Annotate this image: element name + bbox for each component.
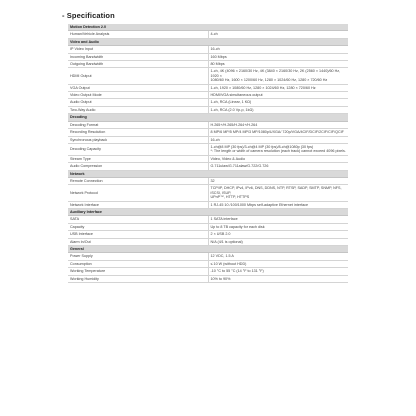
spec-key: Incoming Bandwidth xyxy=(68,53,208,60)
spec-value-line: 1-ch, 4K (4096 × 2160/30 Hz, 4K (3840 × 2160/30 Hz, 2K (2560 × 1440)/60 Hz, 1920 × xyxy=(210,69,341,78)
spec-value xyxy=(208,216,348,223)
spec-value-line: Up to 8 TB capacity for each disk xyxy=(210,224,265,229)
spec-value-line: 2 × USB 2.0 xyxy=(210,232,231,237)
spec-value xyxy=(208,231,348,238)
spec-value xyxy=(208,31,348,38)
spec-value xyxy=(208,129,348,136)
spec-value-line: -10 °C to 55 °C (14 °F to 131 °F) xyxy=(210,269,264,274)
spec-row xyxy=(68,253,348,260)
spec-row xyxy=(68,53,348,60)
section-header: Motion Detection 2.0 xyxy=(68,24,348,31)
section-header-row xyxy=(68,114,348,121)
spec-row xyxy=(68,68,348,84)
spec-value xyxy=(208,238,348,245)
spec-key: Audio Output xyxy=(68,99,208,106)
spec-value xyxy=(208,106,348,113)
spec-row xyxy=(68,31,348,38)
spec-key: Working Humidity xyxy=(68,275,208,282)
spec-key: Synchronous playback xyxy=(68,136,208,143)
spec-key: Recording Resolution xyxy=(68,129,208,136)
spec-value-line: 32 xyxy=(210,178,215,183)
spec-value xyxy=(208,53,348,60)
section-header: General xyxy=(68,246,348,253)
spec-row xyxy=(68,185,348,201)
spec-value-line: 1080/60 Hz, 1600 × 1200/60 Hz, 1280 × 1024/60 Hz, 1280 × 720/60 Hz xyxy=(210,78,328,83)
spec-value xyxy=(208,185,348,201)
section-header-row xyxy=(68,38,348,45)
section-header-row xyxy=(68,246,348,253)
spec-value xyxy=(208,46,348,53)
spec-value xyxy=(208,201,348,208)
spec-row xyxy=(68,231,348,238)
spec-value-line: 1 SATA interface xyxy=(210,217,238,222)
spec-value-line: 16-ch xyxy=(210,137,220,142)
spec-value-line: HDMI/VGA simultaneous output xyxy=(210,93,263,98)
spec-value xyxy=(208,260,348,267)
spec-value-line: 1-ch, RCA (2.0 Vp-p, 1kΩ) xyxy=(210,107,254,112)
spec-row xyxy=(68,121,348,128)
spec-row xyxy=(68,177,348,184)
spec-key: HDMI Output xyxy=(68,68,208,84)
spec-key: Human/Vehicle Analysis xyxy=(68,31,208,38)
spec-value xyxy=(208,61,348,68)
spec-value-line: G.711ulaw/G.711alaw/G.722/G.726 xyxy=(210,164,269,169)
spec-row xyxy=(68,129,348,136)
spec-value-line: UPnP™, HTTP, HTTPS xyxy=(210,195,250,200)
spec-value-line: H.265+/H.265/H.264+/H.264 xyxy=(210,122,258,127)
spec-value xyxy=(208,136,348,143)
spec-value-line: ≤ 10 W (without HDD) xyxy=(210,261,247,266)
spec-row xyxy=(68,46,348,53)
specification-table xyxy=(68,24,348,283)
spec-key: IP Video Input xyxy=(68,46,208,53)
spec-value-line: 12 VDC, 1.5 A xyxy=(210,254,234,259)
spec-row xyxy=(68,216,348,223)
spec-row xyxy=(68,268,348,275)
spec-value-line: 1-ch, 1920 × 1080/60 Hz, 1280 × 1024/60 Hz, 1280 × 720/60 Hz xyxy=(210,85,316,90)
spec-row xyxy=(68,275,348,282)
spec-key: SATA xyxy=(68,216,208,223)
spec-row xyxy=(68,260,348,267)
spec-key: Network Protocol xyxy=(68,185,208,201)
spec-key: Consumption xyxy=(68,260,208,267)
spec-value xyxy=(208,155,348,162)
spec-key: Remote Connection xyxy=(68,177,208,184)
spec-key: Capacity xyxy=(68,223,208,230)
section-header-row xyxy=(68,208,348,215)
spec-value xyxy=(208,163,348,170)
spec-row xyxy=(68,84,348,91)
spec-value-line: 80 Mbps xyxy=(210,62,225,67)
spec-key: Audio Compression xyxy=(68,163,208,170)
spec-value-line: N/A (4/1 is optional) xyxy=(210,239,243,244)
spec-value-line: 4-ch xyxy=(210,32,218,37)
spec-key: VGA Output xyxy=(68,84,208,91)
spec-value xyxy=(208,121,348,128)
spec-key: Alarm In/Out xyxy=(68,238,208,245)
spec-value-line: 8 MP/6 MP/5 MP/4 MP/3 MP/1080p/UXGA/ 720p/VGA/4CIF/DCIF/2CIF/CIF/QCIF xyxy=(210,130,344,135)
section-header: Auxiliary Interface xyxy=(68,208,348,215)
spec-value xyxy=(208,68,348,84)
spec-value xyxy=(208,92,348,99)
spec-key: Video Output Mode xyxy=(68,92,208,99)
spec-value xyxy=(208,223,348,230)
section-header: Video and Audio xyxy=(68,38,348,45)
spec-value-line: 1-ch, RCA (Linear, 1 KΩ) xyxy=(210,100,252,105)
spec-row xyxy=(68,201,348,208)
spec-row xyxy=(68,155,348,162)
spec-row xyxy=(68,223,348,230)
section-header-row xyxy=(68,170,348,177)
spec-row xyxy=(68,92,348,99)
spec-row xyxy=(68,163,348,170)
spec-value xyxy=(208,253,348,260)
spec-value-line: 160 Mbps xyxy=(210,54,227,59)
spec-value-line: Video, Video & Audio xyxy=(210,156,246,161)
section-header-row xyxy=(68,24,348,31)
spec-value xyxy=(208,177,348,184)
spec-key: USB Interface xyxy=(68,231,208,238)
spec-key: Working Temperature xyxy=(68,268,208,275)
spec-value xyxy=(208,84,348,91)
spec-row xyxy=(68,99,348,106)
spec-row xyxy=(68,136,348,143)
spec-value-line: *: The length or width of camera resolution (each track) cannot exceed 4096 pixels. xyxy=(210,149,346,154)
spec-value-line: TCP/IP, DHCP, IPv4, IPv6, DNS, DDNS, NTP, RTSP, SADP, SMTP, SNMP, NFS, iSCSI, ISUP, xyxy=(210,186,342,195)
spec-row xyxy=(68,143,348,155)
spec-row xyxy=(68,61,348,68)
spec-key: Outgoing Bandwidth xyxy=(68,61,208,68)
spec-value-line: 16-ch xyxy=(210,47,220,52)
spec-key: Two-Way Audio xyxy=(68,106,208,113)
spec-value xyxy=(208,275,348,282)
spec-key: Power Supply xyxy=(68,253,208,260)
spec-value xyxy=(208,143,348,155)
section-header: Decoding xyxy=(68,114,348,121)
section-header: Network xyxy=(68,170,348,177)
spec-key: Decoding Capacity xyxy=(68,143,208,155)
spec-value xyxy=(208,268,348,275)
spec-row xyxy=(68,106,348,113)
spec-key: Stream Type xyxy=(68,155,208,162)
spec-value-line: 1-ch@8 MP (30 fps)/3-ch@4 MP (30 fps)/8-ch@1080p (30 fps) xyxy=(210,144,314,149)
spec-value xyxy=(208,99,348,106)
spec-value-line: 10% to 90% xyxy=(210,276,231,281)
spec-key: Network Interface xyxy=(68,201,208,208)
spec-key: Decoding Format xyxy=(68,121,208,128)
spec-value-line: 1 RJ-45 10 /100/1000 Mbps self-adaptive Ethernet interface xyxy=(210,202,309,207)
page-title: - Specification xyxy=(62,11,115,20)
spec-row xyxy=(68,238,348,245)
specification-table-body xyxy=(68,24,348,283)
